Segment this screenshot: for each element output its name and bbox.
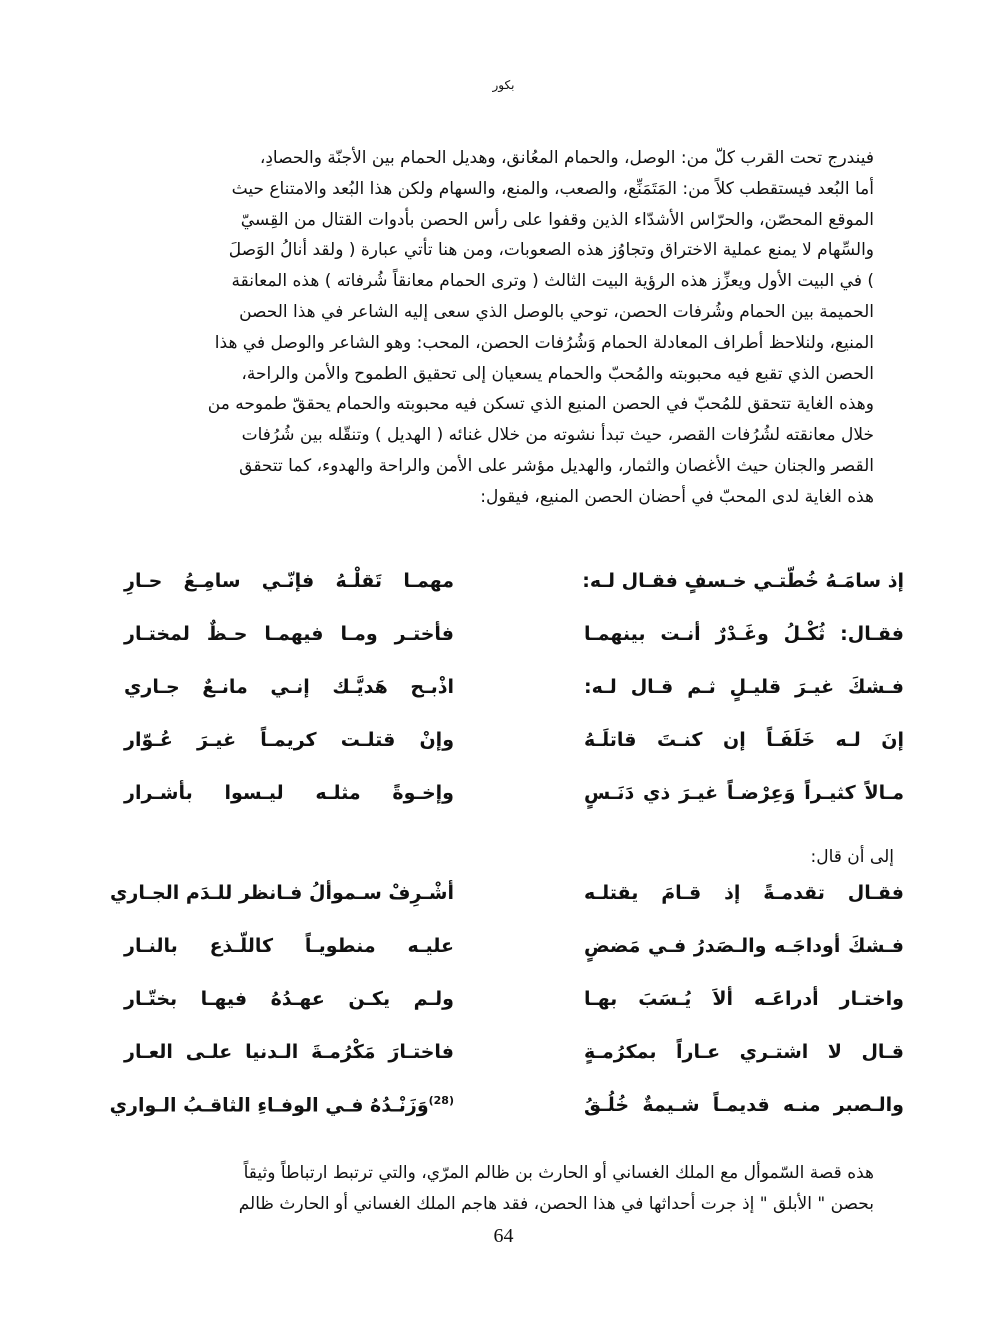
paragraph-line: وهذه الغاية تتحقق للمُحبّ في الحصن المنيع الذي تسكن فيه محبوبته والحمام يحققّ طموحه من bbox=[207, 394, 874, 415]
footnote-ref: (28) bbox=[428, 1094, 454, 1107]
verse bbox=[109, 1094, 904, 1128]
verse bbox=[114, 988, 904, 1022]
verse-second-hemistich: اذْبـح هَديَّـك إنـي مانـعٌ جـاري bbox=[124, 676, 454, 698]
paragraph-line: ) في البيت الأول ويعزِّز هذه الرؤية البيت الثالث ( وترى الحمام معانقاً شُرفاته ) هذه المعانقة bbox=[231, 271, 874, 292]
paragraph-line: بحصن " الأبلق " إذ جرت أحداثها في هذا الحصن، فقد هاجم الملك الغساني أو الحارث ظالم bbox=[238, 1193, 874, 1214]
verse-second-hemistich: وإخـوةً مثلـه ليـسوا بأشـرار bbox=[124, 782, 454, 804]
verse-second-hemistich: فاختـارَ مَكْرُمـةَ الـدنيا علـى العـار bbox=[124, 1041, 454, 1063]
verse bbox=[114, 676, 904, 710]
paragraph-line: أما البُعد فيستقطب كلاً من: المَتَمَنِّع، والصعب، والمنع، والسهام ولكن هذا البُعد والامتناع حيث bbox=[231, 178, 874, 199]
paragraph-line: خلال معانقته لشُرُفات القصر، حيث تبدأ نشوته من خلال غنائه ( الهديل ) وتنقّله بين شُرُفات bbox=[241, 425, 874, 446]
verse-second-hemistich: عليـه منطويـاً كاللّـذع بالنـار bbox=[124, 935, 454, 957]
verse-text: وَزَنْـدُهُ فـي الوفـاءِ الثاقـبُ الـواري bbox=[109, 1094, 429, 1117]
verse-first-hemistich: فـشكَ أوداجَـه والـصَدرُ فـي مَضضٍ bbox=[584, 935, 904, 957]
paragraph-line: القصر والجنان حيث الأغصان والثمار، والهديل مؤشر على الأمن والراحة والهدوء، كما تتحقق bbox=[239, 455, 874, 476]
running-header: بكور bbox=[492, 78, 515, 92]
page-number: 64 bbox=[493, 1225, 514, 1247]
paragraph-line: والسِّهام لا يمنع عملية الاختراق وتجاوُز هذه الصعوبات، ومن هنا تأتي عبارة ( ولقد أنالُ الوَصلَ bbox=[228, 240, 874, 261]
paragraph-line: فيندرج تحت القرب كلّ من: الوصل، والحمام المعُانق، وهديل الحمام بين الأجنّة والحصادِ، bbox=[259, 148, 874, 168]
verse-first-hemistich: إنَ لـه خَلَفَـاً إن كنـتَ قاتلَـهُ bbox=[584, 729, 904, 751]
verse-first-hemistich: مـالاً كثيـراً وَعِرْضـاً غيـرَ ذي دَنَـسٍ bbox=[584, 782, 904, 804]
paragraph-line: الحصن الذي تقبع فيه محبوبته والمُحبّ والحمام يسعيان إلى تحقيق الطموح والأمن والراحة، bbox=[241, 363, 874, 384]
paragraph-line: الموقع المحصّن، والحرّاس الأشدّاء الذين وقفوا على رأس الحصن بأدوات القتال من القِسيّ bbox=[240, 209, 874, 230]
transition-line: إلى أن قال: bbox=[810, 847, 894, 867]
verse-first-hemistich: فـشكَ غيـرَ قليـلٍ ثـم قـال لـه: bbox=[584, 676, 904, 698]
verse bbox=[109, 882, 904, 916]
verse-first-hemistich: فقـال: ثُكْـلُ وغَـدْرٌ أنـت بينهمـا bbox=[584, 623, 904, 645]
verse-first-hemistich: إذ سامَـهُ خُطّتـي خـسفٍ فقـال لـه: bbox=[582, 570, 904, 592]
verse-second-hemistich: وإنْ قتلـت كريمـاً غيـرَ عُـوّار bbox=[124, 729, 454, 751]
verse-second-hemistich: أشْـرِفْ سـموألُ فـانظر للـدَم الجـاري bbox=[109, 882, 454, 904]
verse bbox=[114, 570, 904, 604]
paragraph-line: المنيع، ولنلاحظ أطراف المعادلة الحمام وَشُرُفات الحصن، المحب: وهو الشاعر والوصل في هذا bbox=[214, 332, 874, 353]
paragraph-line: هذه الغاية لدى المحبّ في أحضان الحصن المنيع، فيقول: bbox=[480, 486, 874, 507]
verse-first-hemistich: قـال لا اشتـري عـاراً بمكرُمـةٍ bbox=[584, 1041, 904, 1063]
paragraph-line: الحميمة بين الحمام وشُرفات الحصن، توحي بالوصل الذي سعى إليه الشاعر في هذا الحصن bbox=[239, 301, 874, 322]
verse-second-hemistich bbox=[109, 1094, 454, 1117]
verse bbox=[114, 729, 904, 763]
verse-second-hemistich: مهمـا تَقلْـهُ فإنّـي سامِـعُ حـارِ bbox=[124, 570, 454, 592]
verse-second-hemistich: فأختـر ومـا فيهمـا حـظٌ لمختـار bbox=[124, 623, 454, 645]
verse bbox=[114, 623, 904, 657]
verse-first-hemistich: فقـال تقدمـةً إذ قـامَ يقتلـه bbox=[584, 882, 904, 904]
paragraph-1 bbox=[114, 143, 894, 513]
verse bbox=[114, 1041, 904, 1075]
paragraph-2 bbox=[114, 1158, 894, 1220]
verse-first-hemistich: والـصبر منـه قديمـاً شـيمةٌ خُلُـقُ bbox=[584, 1094, 904, 1116]
paragraph-line: هذه قصة السّموأل مع الملك الغساني أو الحارث بن ظالم المرّي، والتي ترتبط ارتباطاً وثيقاً bbox=[243, 1163, 874, 1183]
verse bbox=[114, 782, 904, 816]
verse-first-hemistich: واختـار أدراعَـه ألاَ يُـسَبَ بهـا bbox=[584, 988, 904, 1010]
verse-second-hemistich: ولـم يكـن عهـدُهُ فيهـا بختّـار bbox=[124, 988, 454, 1010]
verse bbox=[114, 935, 904, 969]
